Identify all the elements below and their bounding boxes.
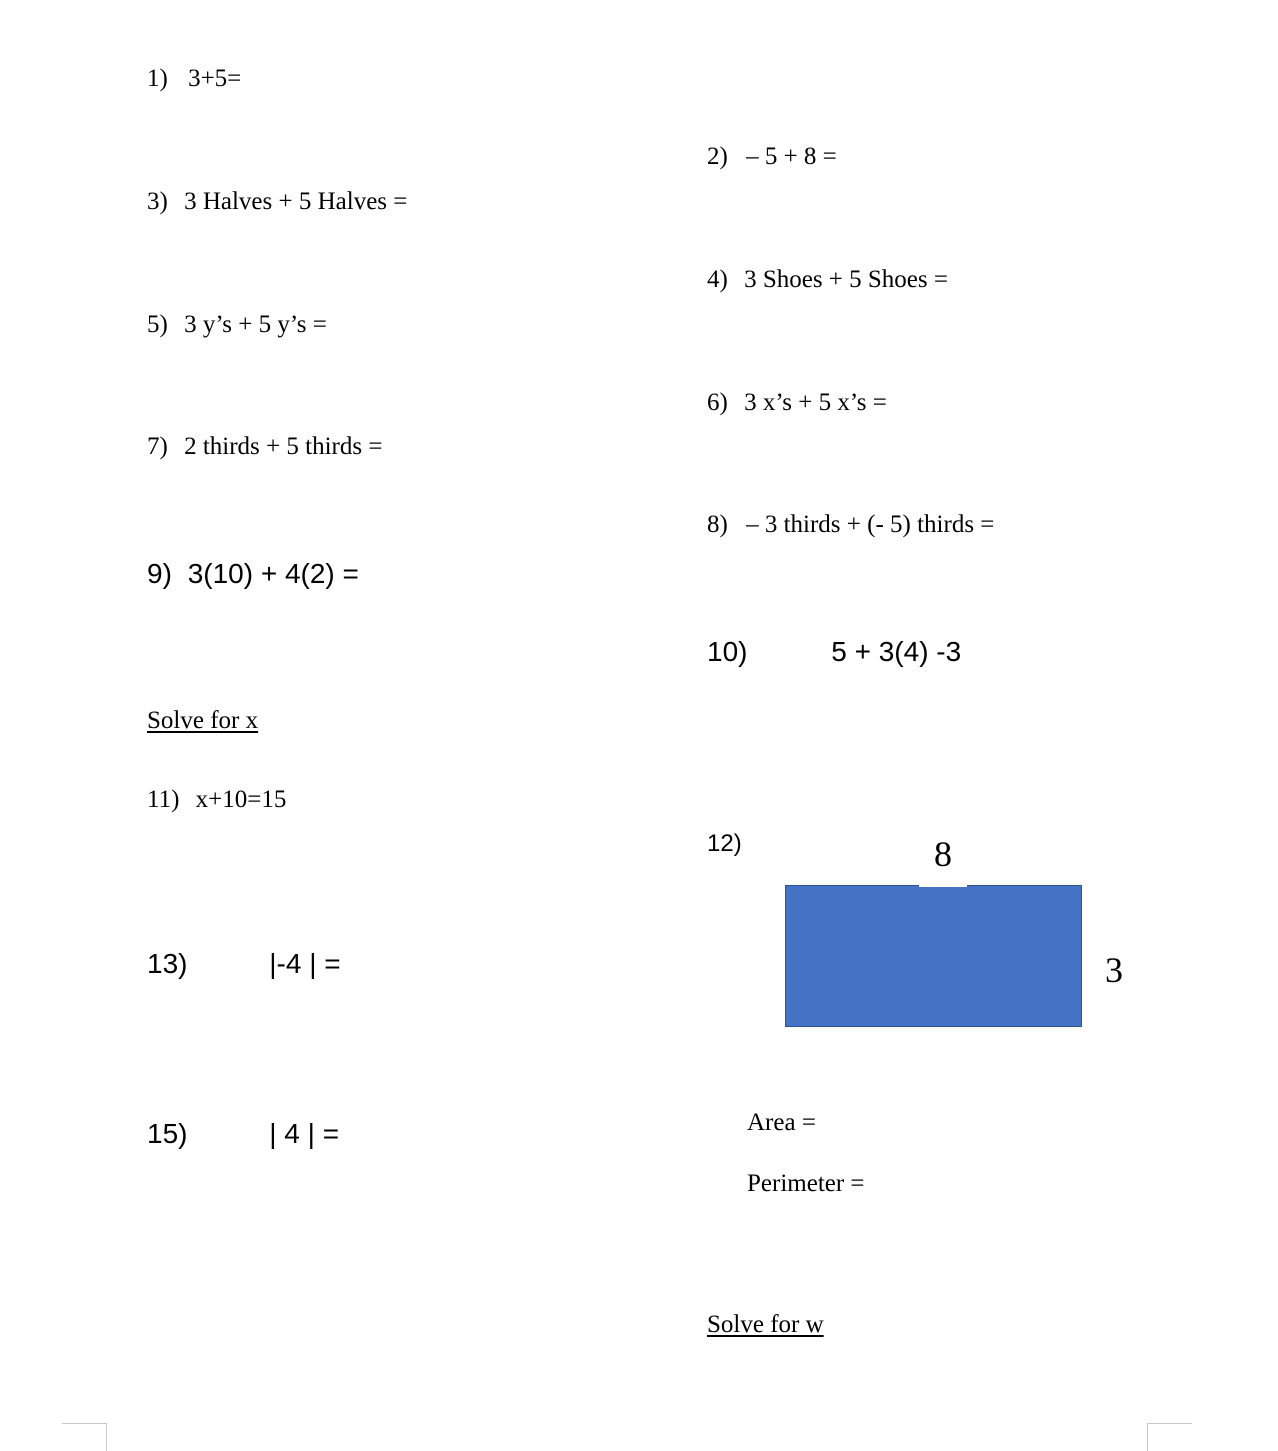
problem-13: [147, 947, 341, 981]
problem-2: [707, 142, 837, 172]
problem-number: 15): [147, 1118, 188, 1149]
solve-for-w-heading: Solve for w: [707, 1311, 824, 1338]
problem-expression: 3 Shoes + 5 Shoes =: [744, 266, 948, 293]
problem-8: [707, 510, 994, 540]
rectangle-label-gap: [919, 884, 967, 887]
perimeter-label: Perimeter =: [747, 1170, 865, 1197]
problem-number: 7): [147, 433, 168, 460]
problem-number: 11): [147, 786, 180, 813]
rectangle-width-label: 8: [934, 834, 952, 874]
problem-number: 10): [707, 636, 748, 667]
problem-number: 3): [147, 188, 168, 215]
problem-7: [147, 432, 382, 462]
problem-number: 4): [707, 266, 728, 293]
problem-1: [147, 64, 241, 94]
problem-expression: 3+5=: [188, 65, 242, 92]
problem-expression: 3 x’s + 5 x’s =: [744, 389, 887, 416]
problem-number: 6): [707, 389, 728, 416]
rectangle-figure: [785, 885, 1082, 1027]
problem-expression: 3 Halves + 5 Halves =: [184, 188, 408, 215]
problem-expression: 5 + 3(4) -3: [831, 636, 962, 667]
solve-for-x-heading: Solve for x: [147, 707, 259, 734]
page-corner-mark-left: [62, 1423, 107, 1451]
problem-4: [707, 265, 948, 295]
problem-10: [707, 635, 961, 669]
problem-expression: 3 y’s + 5 y’s =: [184, 311, 327, 338]
rectangle-height-label: 3: [1105, 950, 1123, 990]
problem-5: [147, 310, 327, 340]
problem-6: [707, 388, 887, 418]
problem-number: 13): [147, 948, 188, 979]
problem-expression: 3(10) + 4(2) =: [187, 558, 359, 589]
problem-number: 9): [147, 558, 172, 589]
page-corner-mark-right: [1147, 1423, 1192, 1451]
problem-expression: x+10=15: [195, 786, 287, 813]
problem-expression: |-4 | =: [269, 948, 341, 979]
problem-number: 1): [147, 65, 168, 92]
problem-expression: – 3 thirds + (- 5) thirds =: [746, 511, 995, 538]
problem-expression: 2 thirds + 5 thirds =: [184, 433, 383, 460]
problem-11: [147, 785, 286, 815]
problem-number: 2): [707, 143, 728, 170]
problem-number: 5): [147, 311, 168, 338]
problem-9: [147, 557, 359, 591]
problem-number: 8): [707, 511, 728, 538]
problem-15: [147, 1117, 339, 1151]
problem-12-number: 12): [707, 830, 742, 857]
problem-expression: | 4 | =: [269, 1118, 340, 1149]
problem-3: [147, 187, 407, 217]
problem-expression: – 5 + 8 =: [746, 143, 837, 170]
area-label: Area =: [747, 1109, 816, 1136]
